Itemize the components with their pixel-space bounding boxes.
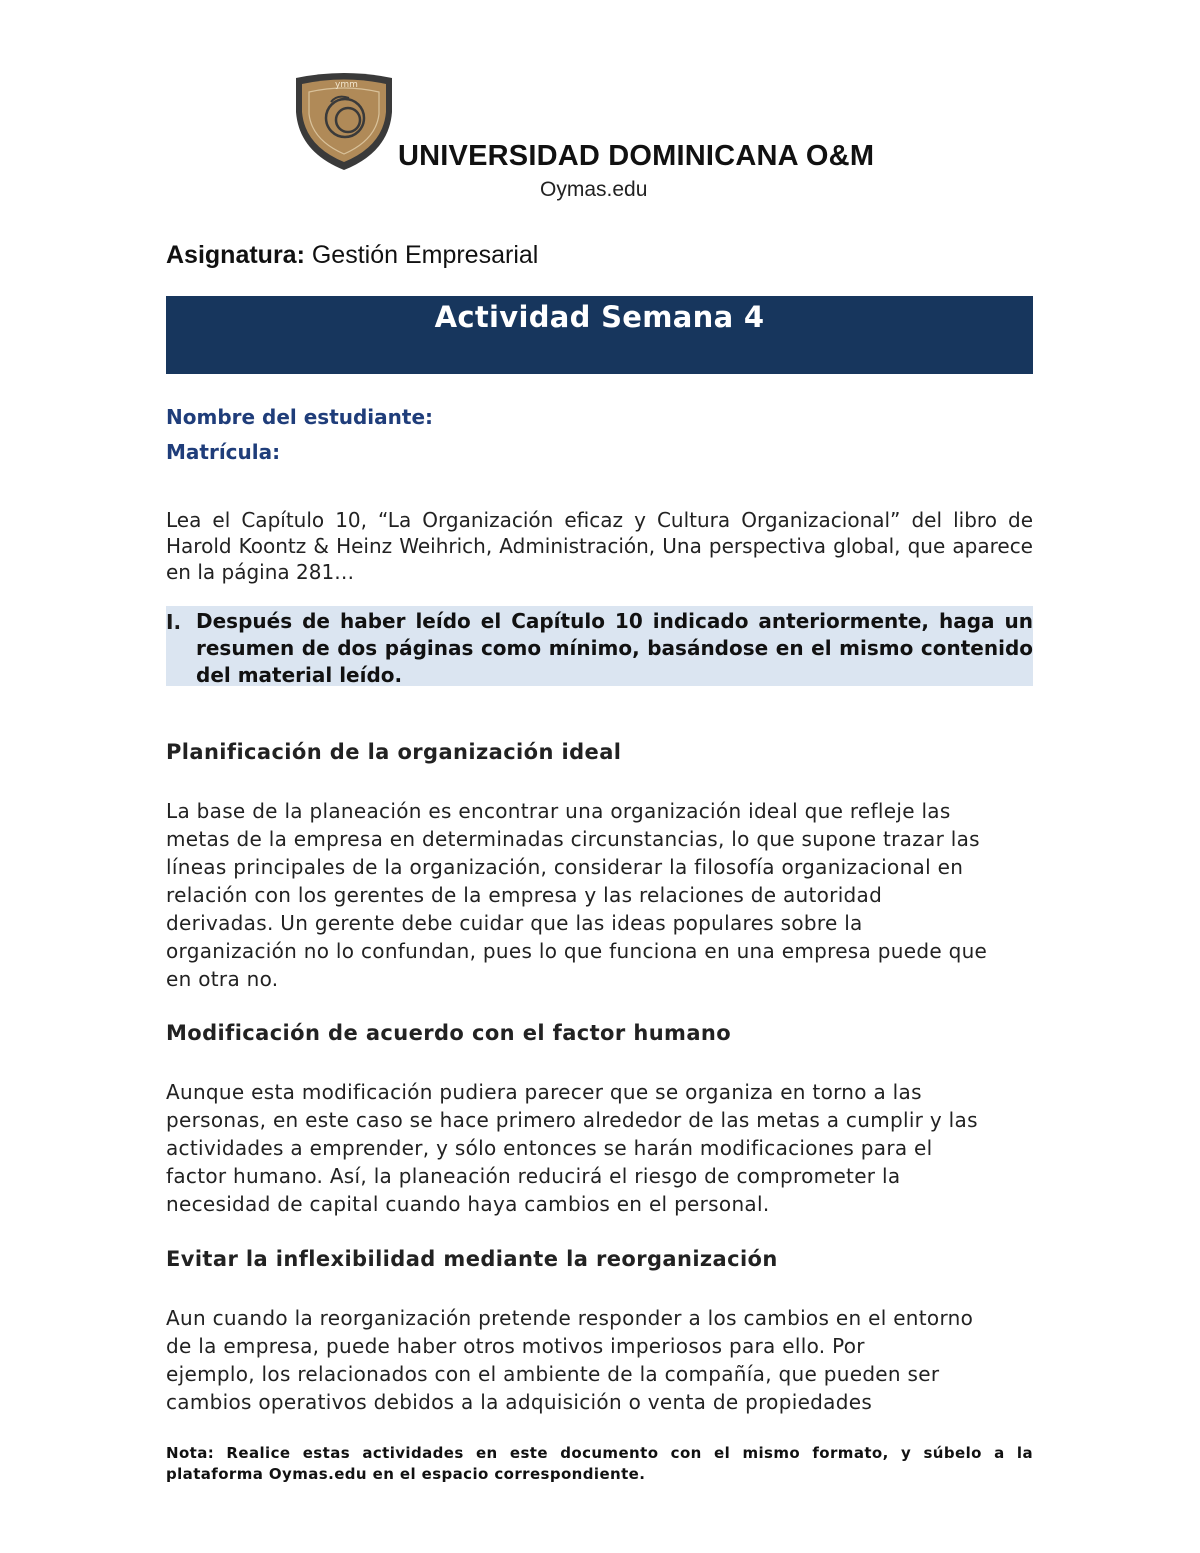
logo-text: ymm — [335, 80, 358, 90]
paragraph-line: ejemplo, los relacionados con el ambiente de la compañía, que pueden ser — [166, 1362, 940, 1386]
paragraph-line: líneas principales de la organización, considerar la filosofía organizacional en — [166, 855, 964, 879]
paragraph-line: factor humano. Así, la planeación reducirá el riesgo de comprometer la — [166, 1164, 901, 1188]
section-heading: Planificación de la organización ideal — [166, 740, 622, 764]
task-box — [166, 606, 1033, 686]
paragraph-line: en otra no. — [166, 967, 279, 991]
student-name-label: Nombre del estudiante: — [166, 405, 434, 429]
paragraph-line: cambios operativos debidos a la adquisición o venta de propiedades — [166, 1390, 873, 1414]
intro-paragraph: Lea el Capítulo 10, “La Organización eficaz y Cultura Organizacional” del libro de Harold Koontz & Heinz Weihrich, Administración, Una perspectiva global, que aparece en la página 281… — [166, 508, 1033, 584]
section-paragraph — [166, 1078, 1046, 1218]
paragraph-line: necesidad de capital cuando haya cambios en el personal. — [166, 1192, 770, 1216]
task-text: Después de haber leído el Capítulo 10 indicado anteriormente, haga un resumen de dos páginas como mínimo, basándose en el mismo contenido del material leído. — [196, 609, 1033, 687]
section-paragraph — [166, 1304, 1046, 1416]
paragraph-line: Aunque esta modificación pudiera parecer que se organiza en torno a las — [166, 1080, 922, 1104]
activity-title: Actividad Semana 4 — [434, 300, 765, 334]
paragraph-line: Aun cuando la reorganización pretende responder a los cambios en el entorno — [166, 1306, 974, 1330]
paragraph-line: La base de la planeación es encontrar una organización ideal que refleje las — [166, 799, 951, 823]
paragraph-line: relación con los gerentes de la empresa y las relaciones de autoridad — [166, 883, 883, 907]
activity-banner — [166, 296, 1033, 374]
university-site: Oymas.edu — [540, 178, 648, 201]
paragraph-line: actividades a emprender, y sólo entonces se harán modificaciones para el — [166, 1136, 933, 1160]
subject-label: Asignatura: — [166, 241, 305, 269]
university-name: UNIVERSIDAD DOMINICANA O&M — [398, 140, 875, 172]
paragraph-line: organización no lo confundan, pues lo que funciona en una empresa puede que — [166, 939, 988, 963]
task-number: I. — [166, 610, 182, 634]
paragraph-line: de la empresa, puede haber otros motivos imperiosos para ello. Por — [166, 1334, 865, 1358]
section-paragraph — [166, 797, 1046, 993]
paragraph-line: metas de la empresa en determinadas circunstancias, lo que supone trazar las — [166, 827, 980, 851]
subject-value: Gestión Empresarial — [304, 241, 539, 269]
university-logo — [293, 72, 395, 172]
paragraph-line: derivadas. Un gerente debe cuidar que las ideas populares sobre la — [166, 911, 863, 935]
section-heading: Evitar la inflexibilidad mediante la reorganización — [166, 1247, 778, 1271]
subject-line — [166, 241, 538, 270]
footer-note: Nota: Realice estas actividades en este documento con el mismo formato, y súbelo a la plataforma Oymas.edu en el espacio correspondiente. — [166, 1444, 1033, 1483]
student-id-label: Matrícula: — [166, 440, 281, 464]
paragraph-line: personas, en este caso se hace primero alrededor de las metas a cumplir y las — [166, 1108, 978, 1132]
section-heading: Modificación de acuerdo con el factor humano — [166, 1021, 732, 1045]
